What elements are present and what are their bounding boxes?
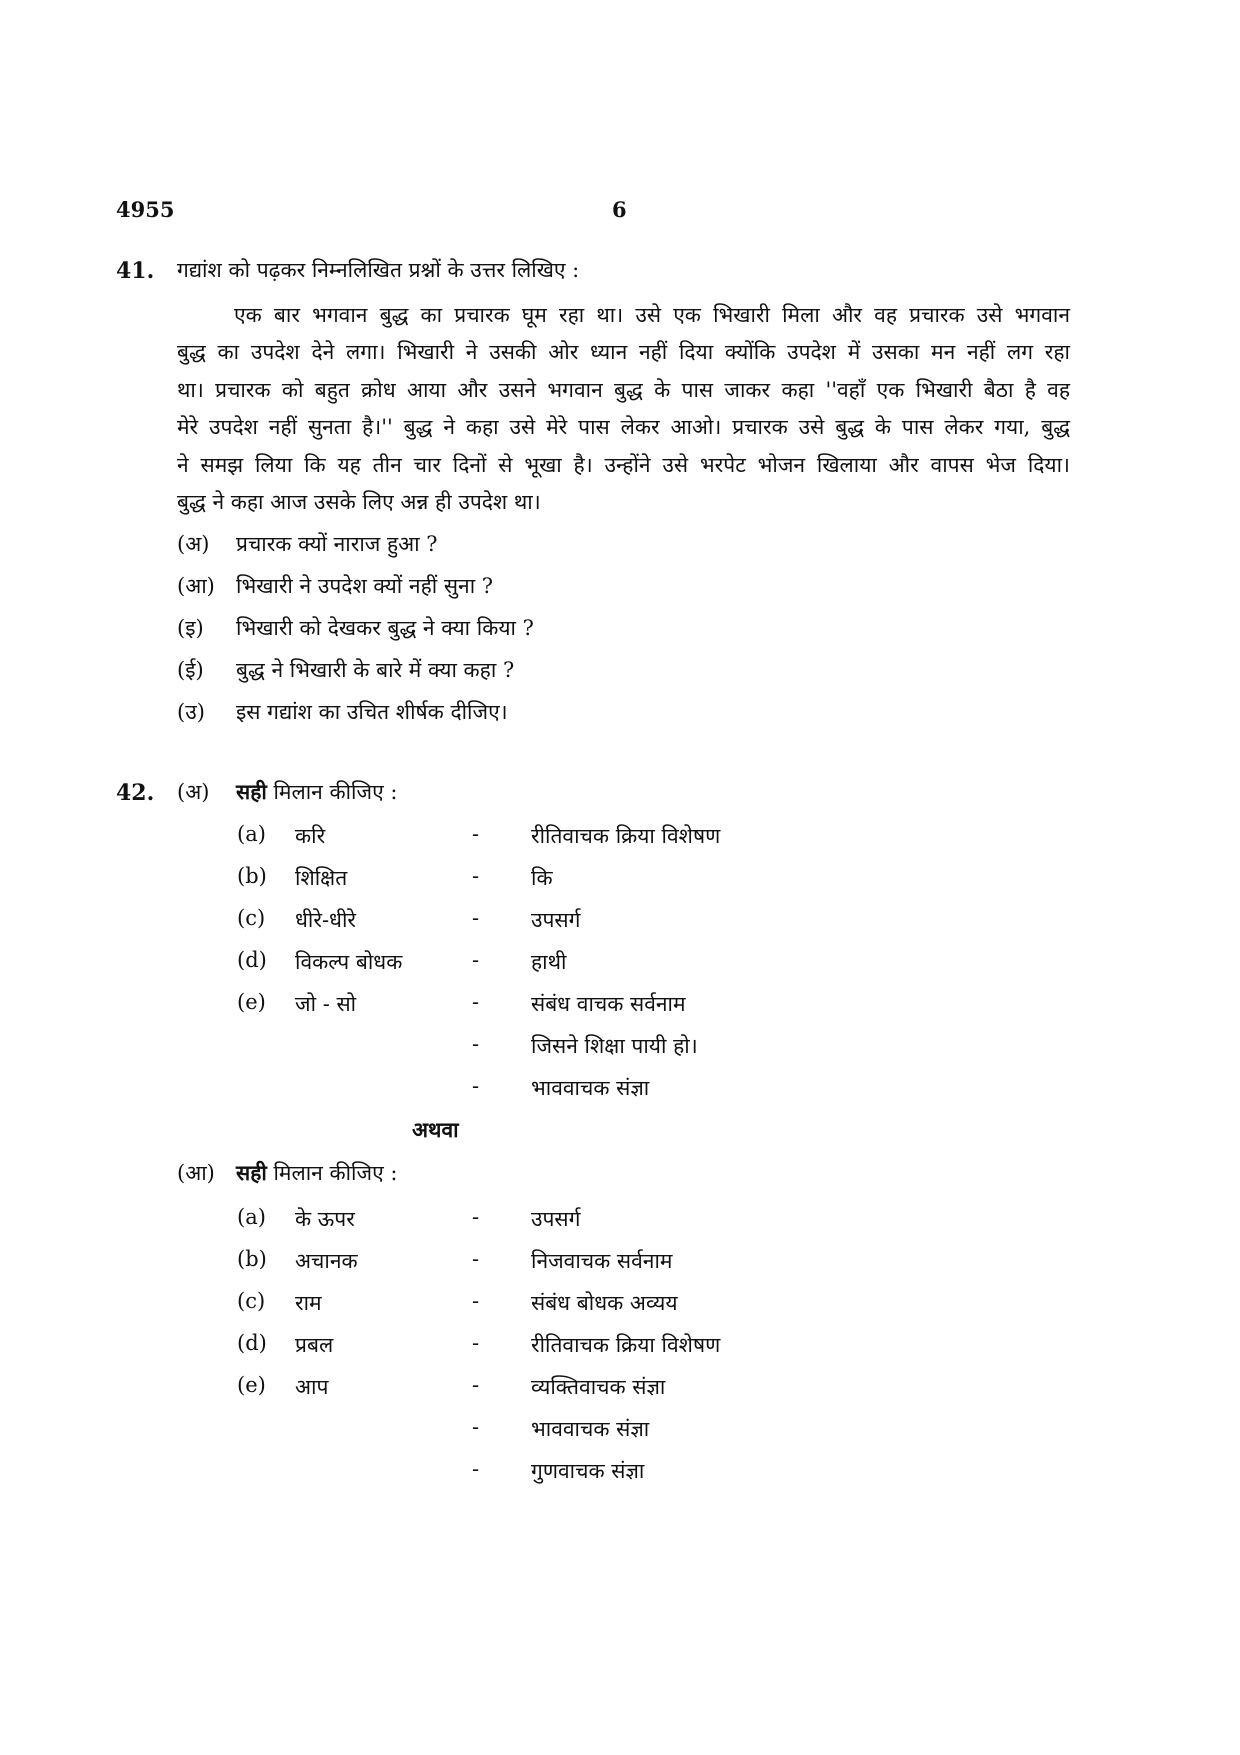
match-dash: -: [472, 948, 480, 972]
match-item-label: (a): [237, 1205, 266, 1229]
passage-line: बुद्ध ने कहा आज उसके लिए अन्न ही उपदेश था।: [177, 490, 541, 514]
match-left-item: जो - सो: [295, 992, 357, 1016]
paper-code: 4955: [116, 197, 175, 222]
match-item-label: (d): [237, 1331, 267, 1355]
match-left-item: विकल्प बोधक: [295, 950, 403, 974]
match-dash: -: [472, 1247, 480, 1271]
match-dash: -: [472, 864, 480, 888]
match-left-item: के ऊपर: [295, 1207, 355, 1231]
match-right-item: भाववाचक संज्ञा: [531, 1076, 650, 1100]
match-dash: -: [472, 1331, 480, 1355]
question-number: 42.: [116, 780, 155, 806]
passage-line: मेरे उपदेश नहीं सुनता है।'' बुद्ध ने कहा उसे मेरे पास लेकर आओ। प्रचारक उसे बुद्ध के पास लेकर गया, बुद्ध: [177, 415, 1070, 439]
match-right-item: निजवाचक सर्वनाम: [531, 1249, 673, 1273]
passage-line: ने समझ लिया कि यह तीन चार दिनों से भूखा है। उन्होंने उसे भरपेट भोजन खिलाया और वापस भेज दिया।: [177, 453, 1070, 477]
match-dash: -: [472, 822, 480, 846]
match-dash: -: [472, 1074, 480, 1098]
match-right-item: भाववाचक संज्ञा: [531, 1417, 650, 1441]
match-item-label: (d): [237, 948, 267, 972]
match-dash: -: [472, 906, 480, 930]
match-right-item: उपसर्ग: [531, 908, 581, 932]
question-number: 41.: [116, 258, 155, 284]
match-right-item: उपसर्ग: [531, 1207, 581, 1231]
part-instruction: सही मिलान कीजिए :: [236, 1160, 398, 1185]
match-left-item: प्रबल: [295, 1333, 334, 1357]
match-right-item: संबंध बोधक अव्यय: [531, 1291, 678, 1315]
match-item-label: (b): [237, 864, 267, 888]
part-label: (आ): [177, 1161, 215, 1185]
match-dash: -: [472, 1373, 480, 1397]
subquestion-text: प्रचारक क्यों नाराज हुआ ?: [236, 532, 438, 556]
passage-line: था। प्रचारक को बहुत क्रोध आया और उसने भगवान बुद्ध के पास जाकर कहा ''वहाँ एक भिखारी बैठा है वह: [177, 378, 1070, 402]
emphasis-word: सही: [236, 1160, 267, 1185]
part-instruction: सही मिलान कीजिए :: [236, 779, 398, 804]
match-left-item: धीरे-धीरे: [295, 908, 356, 932]
match-item-label: (e): [237, 1373, 266, 1397]
or-divider: अथवा: [412, 1117, 459, 1142]
match-item-label: (b): [237, 1247, 267, 1271]
match-left-item: अचानक: [295, 1249, 358, 1273]
match-right-item: कि: [531, 866, 553, 890]
match-right-item: रीतिवाचक क्रिया विशेषण: [531, 1333, 721, 1357]
subquestion-label: (आ): [177, 574, 215, 598]
passage-line: बुद्ध का उपदेश देने लगा। भिखारी ने उसकी ओर ध्यान नहीं दिया क्योंकि उपदेश में उसका मन नहीं लग रहा: [177, 340, 1070, 364]
subquestion-text: इस गद्यांश का उचित शीर्षक दीजिए।: [236, 700, 508, 724]
subquestion-text: बुद्ध ने भिखारी के बारे में क्या कहा ?: [236, 658, 515, 682]
match-dash: -: [472, 1032, 480, 1056]
match-right-item: गुणवाचक संज्ञा: [531, 1459, 645, 1483]
match-dash: -: [472, 990, 480, 1014]
match-dash: -: [472, 1289, 480, 1313]
part-label: (अ): [177, 780, 210, 804]
page-number: 6: [612, 197, 627, 222]
match-right-item: हाथी: [531, 950, 567, 974]
match-dash: -: [472, 1415, 480, 1439]
subquestion-label: (इ): [177, 616, 204, 640]
subquestion-label: (अ): [177, 532, 210, 556]
match-item-label: (a): [237, 822, 266, 846]
match-dash: -: [472, 1205, 480, 1229]
subquestion-text: भिखारी को देखकर बुद्ध ने क्या किया ?: [236, 616, 534, 640]
match-right-item: रीतिवाचक क्रिया विशेषण: [531, 824, 721, 848]
match-item-label: (e): [237, 990, 266, 1014]
match-item-label: (c): [237, 1289, 266, 1313]
subquestion-label: (उ): [177, 700, 205, 724]
match-right-item: व्यक्तिवाचक संज्ञा: [531, 1375, 666, 1399]
match-right-item: संबंध वाचक सर्वनाम: [531, 992, 686, 1016]
passage-line: एक बार भगवान बुद्ध का प्रचारक घूम रहा था। उसे एक भिखारी मिला और वह प्रचारक उसे भगवान: [234, 303, 1070, 327]
question-instruction: गद्यांश को पढ़कर निम्नलिखित प्रश्नों के उत्तर लिखिए :: [177, 258, 580, 282]
subquestion-text: भिखारी ने उपदेश क्यों नहीं सुना ?: [236, 574, 494, 598]
match-right-item: जिसने शिक्षा पायी हो।: [531, 1034, 698, 1058]
match-item-label: (c): [237, 906, 266, 930]
match-left-item: शिक्षित: [295, 866, 348, 890]
match-dash: -: [472, 1457, 480, 1481]
match-left-item: राम: [295, 1291, 322, 1315]
emphasis-word: सही: [236, 779, 267, 804]
subquestion-label: (ई): [177, 658, 204, 682]
match-left-item: करि: [295, 824, 326, 848]
match-left-item: आप: [295, 1375, 329, 1399]
